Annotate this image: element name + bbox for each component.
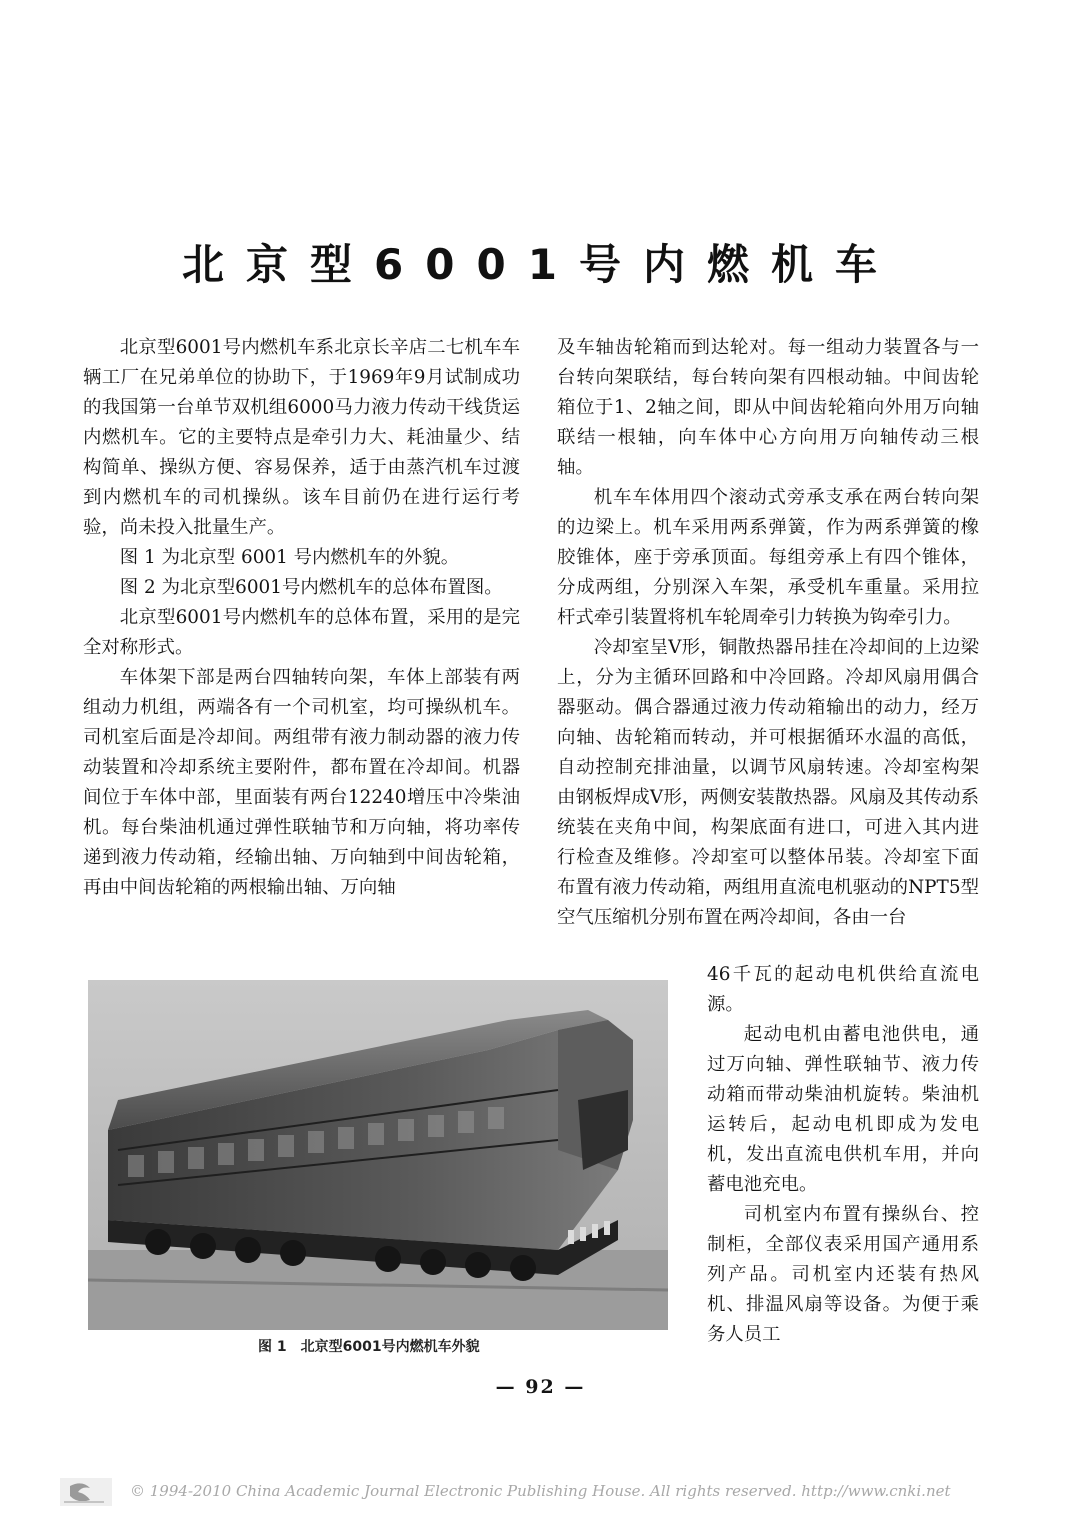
paragraph: 冷却室呈V形，铜散热器吊挂在冷却间的上边梁上，分为主循环回路和中冷回路。冷却风扇用偶合器驱动。偶合器通过液力传动箱输出的动力，经万向轴、齿轮箱而转动，并可根据循环水温的高低，自动控制充排油量，以调节风扇转速。冷却室构架由钢板焊成V形，两侧安装散热器。风扇及其传动系统装在夹角中间，构架底面有进口，可进入其内进行检查及维修。冷却室可以整体吊装。冷却室下面布置有液力传动箱，两组用直流电机驱动的NPT5型空气压缩机分别布置在两冷却间，各由一台 — [557, 637, 979, 928]
paragraph: 北京型6001号内燃机车的总体布置，采用的是完全对称形式。 — [83, 607, 520, 658]
paragraph: 起动电机由蓄电池供电，通过万向轴、弹性联轴节、液力传动箱而带动柴油机旋转。柴油机运转后，起动电机即成为发电机，发出直流电供机车用，并向蓄电池充电。 — [707, 1024, 979, 1195]
footer — [60, 1478, 1020, 1508]
paragraph: 车体架下部是两台四轴转向架，车体上部装有两组动力机组，两端各有一个司机室，均可操纵机车。司机室后面是冷却间。两组带有液力制动器的液力传动装置和冷却系统主要附件，都布置在冷却间。机器间位于车体中部，里面装有两台12240增压中冷柴油机。每台柴油机通过弹性联轴节和万向轴，将功率传递到液力传动箱，经输出轴、万向轴到中间齿轮箱，再由中间齿轮箱的两根输出轴、万向轴 — [83, 667, 520, 898]
figure-caption: 图 1 北京型6001号内燃机车外貌 — [258, 1339, 480, 1355]
paragraph: 机车车体用四个滚动式旁承支承在两台转向架的边梁上。机车采用两系弹簧，作为两系弹簧的橡胶锥体，座于旁承顶面。每组旁承上有四个锥体，分成两组，分别深入车架，承受机车重量。采用拉杆式牵引装置将机车轮周牵引力转换为钩牵引力。 — [557, 487, 979, 628]
cnki-logo-icon — [60, 1478, 112, 1506]
paragraph: 46千瓦的起动电机供给直流电源。 — [707, 964, 979, 1015]
locomotive-photo — [88, 980, 668, 1330]
copyright-notice: © 1994-2010 China Academic Journal Electronic Publishing House. All rights reserved. http://www.cnki.net — [130, 1482, 951, 1500]
right-column-bottom — [707, 960, 979, 1350]
right-column-top — [557, 333, 979, 933]
paragraph: 及车轴齿轮箱而到达轮对。每一组动力装置各与一台转向架联结，每台转向架有四根动轴。中间齿轮箱位于1、2轴之间，即从中间齿轮箱向外用万向轴联结一根轴，向车体中心方向用万向轴传动三根轴。 — [557, 337, 979, 478]
paragraph: 北京型6001号内燃机车系北京长辛店二七机车车辆工厂在兄弟单位的协助下，于1969年9月试制成功的我国第一台单节双机组6000马力液力传动干线货运内燃机车。它的主要特点是牵引力大、耗油量少、结构简单、操纵方便、容易保养，适于由蒸汽机车过渡到内燃机车的司机操纵。该车目前仍在进行运行考验，尚未投入批量生产。 — [83, 337, 520, 538]
article-title: 北京型6001号内燃机车 — [182, 240, 899, 289]
page-number: — 92 — — [495, 1376, 586, 1398]
paragraph: 司机室内布置有操纵台、控制柜，全部仪表采用国产通用系列产品。司机室内还装有热风机、排温风扇等设备。为便于乘务人员工 — [707, 1204, 979, 1345]
paragraph: 图 2 为北京型6001号内燃机车的总体布置图。 — [119, 577, 503, 598]
paragraph: 图 1 为北京型 6001 号内燃机车的外貌。 — [119, 547, 460, 568]
left-column — [83, 333, 520, 903]
locomotive-illustration — [88, 980, 668, 1330]
